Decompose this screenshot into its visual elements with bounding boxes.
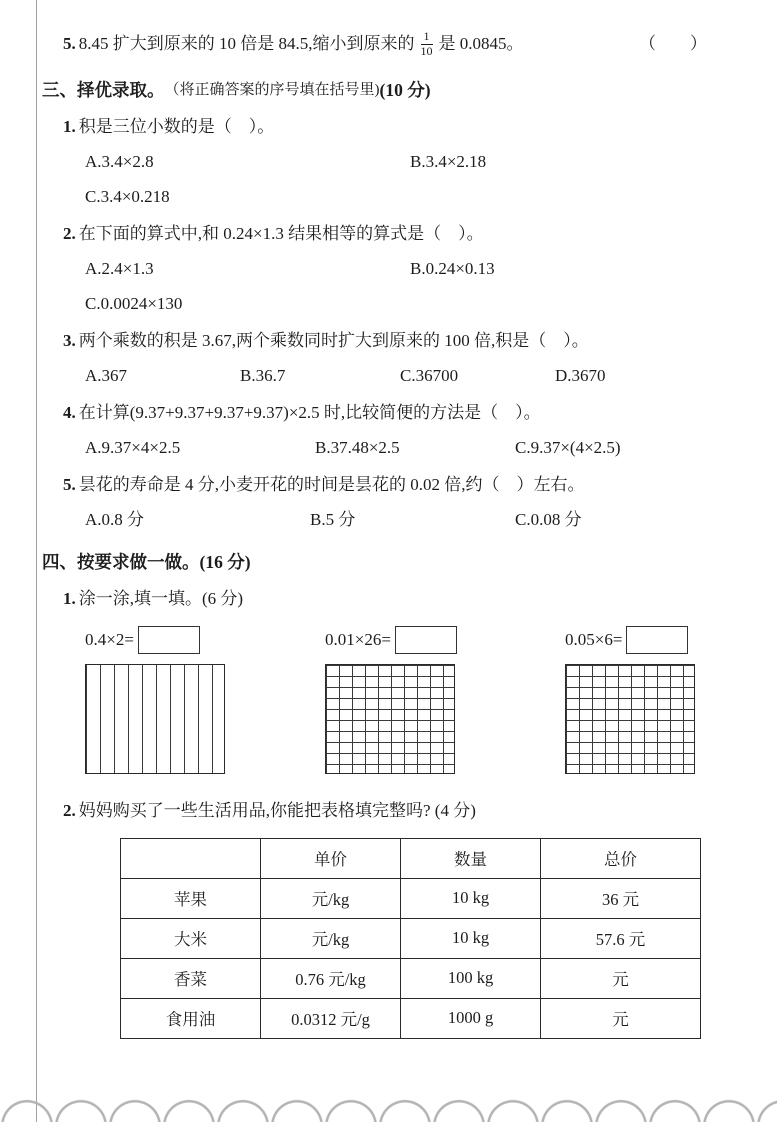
item-name: 食用油: [121, 998, 261, 1038]
question-number: 3.: [63, 330, 76, 350]
item-price: 元/kg: [261, 918, 401, 958]
answer-box: [395, 626, 457, 654]
question-text: 两个乘数的积是 3.67,两个乘数同时扩大到原来的 100 倍,积是（ ）。: [78, 330, 589, 350]
choice-question-2: [42, 223, 747, 315]
item-name: 香菜: [121, 958, 261, 998]
equation-3: [565, 626, 688, 654]
hundredths-grid-2: [565, 664, 695, 774]
question-text: 妈妈购买了一些生活用品,你能把表格填完整吗? (4 分): [78, 800, 476, 820]
option-a: A.2.4×1.3: [85, 258, 154, 278]
question-text-before: 8.45 扩大到原来的 10 倍是 84.5,缩小到原来的: [78, 34, 415, 54]
option-b: B.5 分: [310, 509, 356, 529]
question-number: 1.: [63, 588, 76, 608]
answer-bracket: （ ）: [639, 34, 707, 54]
item-price: 0.0312 元/g: [261, 998, 401, 1038]
item-total: 元: [541, 958, 701, 998]
question-5-truefalse: [42, 30, 747, 59]
question-text: 涂一涂,填一填。(6 分): [78, 588, 244, 608]
item-total: 36 元: [541, 878, 701, 918]
item-total: 57.6 元: [541, 918, 701, 958]
worksheet-content: [42, 30, 747, 1039]
option-a: A.0.8 分: [85, 509, 145, 529]
question-number: 4.: [63, 402, 76, 422]
answer-box: [626, 626, 688, 654]
question-text-after: 是 0.0845。: [438, 34, 524, 54]
question-text: 在计算(9.37+9.37+9.37+9.37)×2.5 时,比较简便的方法是（ ）。: [78, 402, 541, 422]
option-b: B.3.4×2.18: [410, 151, 487, 171]
option-a: A.9.37×4×2.5: [85, 437, 181, 457]
header-cell-qty: 数量: [401, 838, 541, 878]
item-qty: 10 kg: [401, 918, 541, 958]
section-4-score: (16 分): [199, 551, 251, 572]
header-cell-blank: [121, 838, 261, 878]
item-total: 元: [541, 998, 701, 1038]
item-qty: 1000 g: [401, 998, 541, 1038]
item-name: 大米: [121, 918, 261, 958]
equation-label: 0.4×2=: [85, 629, 134, 649]
section-3-score: (10 分): [379, 79, 431, 100]
option-d: D.3670: [555, 365, 606, 385]
option-c: C.0.0024×130: [85, 293, 183, 313]
equations-row: [42, 626, 747, 654]
item-price: 元/kg: [261, 878, 401, 918]
choice-question-5: [42, 474, 747, 531]
question-number: 2.: [63, 800, 76, 820]
option-c: C.9.37×(4×2.5): [515, 437, 621, 457]
question-number: 5.: [63, 474, 76, 494]
item-price: 0.76 元/kg: [261, 958, 401, 998]
table-header-row: [121, 838, 701, 878]
option-c: C.36700: [400, 365, 459, 385]
question-text: 昙花的寿命是 4 分,小麦开花的时间是昙花的 0.02 倍,约（ ）左右。: [78, 474, 585, 494]
table-row-cooking-oil: [121, 998, 701, 1038]
tenths-strip-grid: [85, 664, 225, 774]
equation-label: 0.05×6=: [565, 629, 623, 649]
section-4-heading: [42, 551, 747, 573]
equation-2: [325, 626, 565, 654]
fraction-denominator: 10: [420, 43, 433, 58]
fraction-numerator: 1: [421, 30, 433, 45]
option-b: B.37.48×2.5: [315, 437, 400, 457]
sub-question-1: [42, 588, 747, 774]
item-name: 苹果: [121, 878, 261, 918]
header-cell-total: 总价: [541, 838, 701, 878]
hundredths-grid-1: [325, 664, 455, 774]
question-number: 5.: [63, 34, 76, 54]
item-qty: 10 kg: [401, 878, 541, 918]
option-b: B.0.24×0.13: [410, 258, 495, 278]
item-qty: 100 kg: [401, 958, 541, 998]
option-a: A.3.4×2.8: [85, 151, 154, 171]
fraction-one-tenth: [419, 30, 435, 59]
section-4-title: 四、按要求做一做。: [42, 551, 200, 572]
table-row-cilantro: [121, 958, 701, 998]
grids-row: [42, 664, 747, 774]
section-3-note: （将正确答案的序号填在括号里): [164, 81, 380, 98]
option-c: C.0.08 分: [515, 509, 582, 529]
question-number: 2.: [63, 223, 76, 243]
table-row-rice: [121, 918, 701, 958]
choice-question-3: [42, 330, 747, 387]
equation-label: 0.01×26=: [325, 629, 391, 649]
option-b: B.36.7: [240, 365, 286, 385]
section-3-title: 三、择优录取。: [42, 79, 165, 100]
scallop-edge: [0, 1096, 777, 1122]
choice-question-4: [42, 402, 747, 459]
option-a: A.367: [85, 365, 128, 385]
option-c: C.3.4×0.218: [85, 186, 170, 206]
question-text: 在下面的算式中,和 0.24×1.3 结果相等的算式是（ ）。: [78, 223, 484, 243]
question-number: 1.: [63, 116, 76, 136]
header-cell-price: 单价: [261, 838, 401, 878]
sub-question-2: [42, 800, 747, 1039]
price-table: [120, 838, 701, 1039]
question-text: 积是三位小数的是（ ）。: [78, 116, 275, 136]
choice-question-1: [42, 116, 747, 208]
section-3-heading: [42, 79, 747, 101]
page-margin-line: [36, 0, 37, 1122]
table-row-apple: [121, 878, 701, 918]
answer-box: [138, 626, 200, 654]
equation-1: [85, 626, 325, 654]
